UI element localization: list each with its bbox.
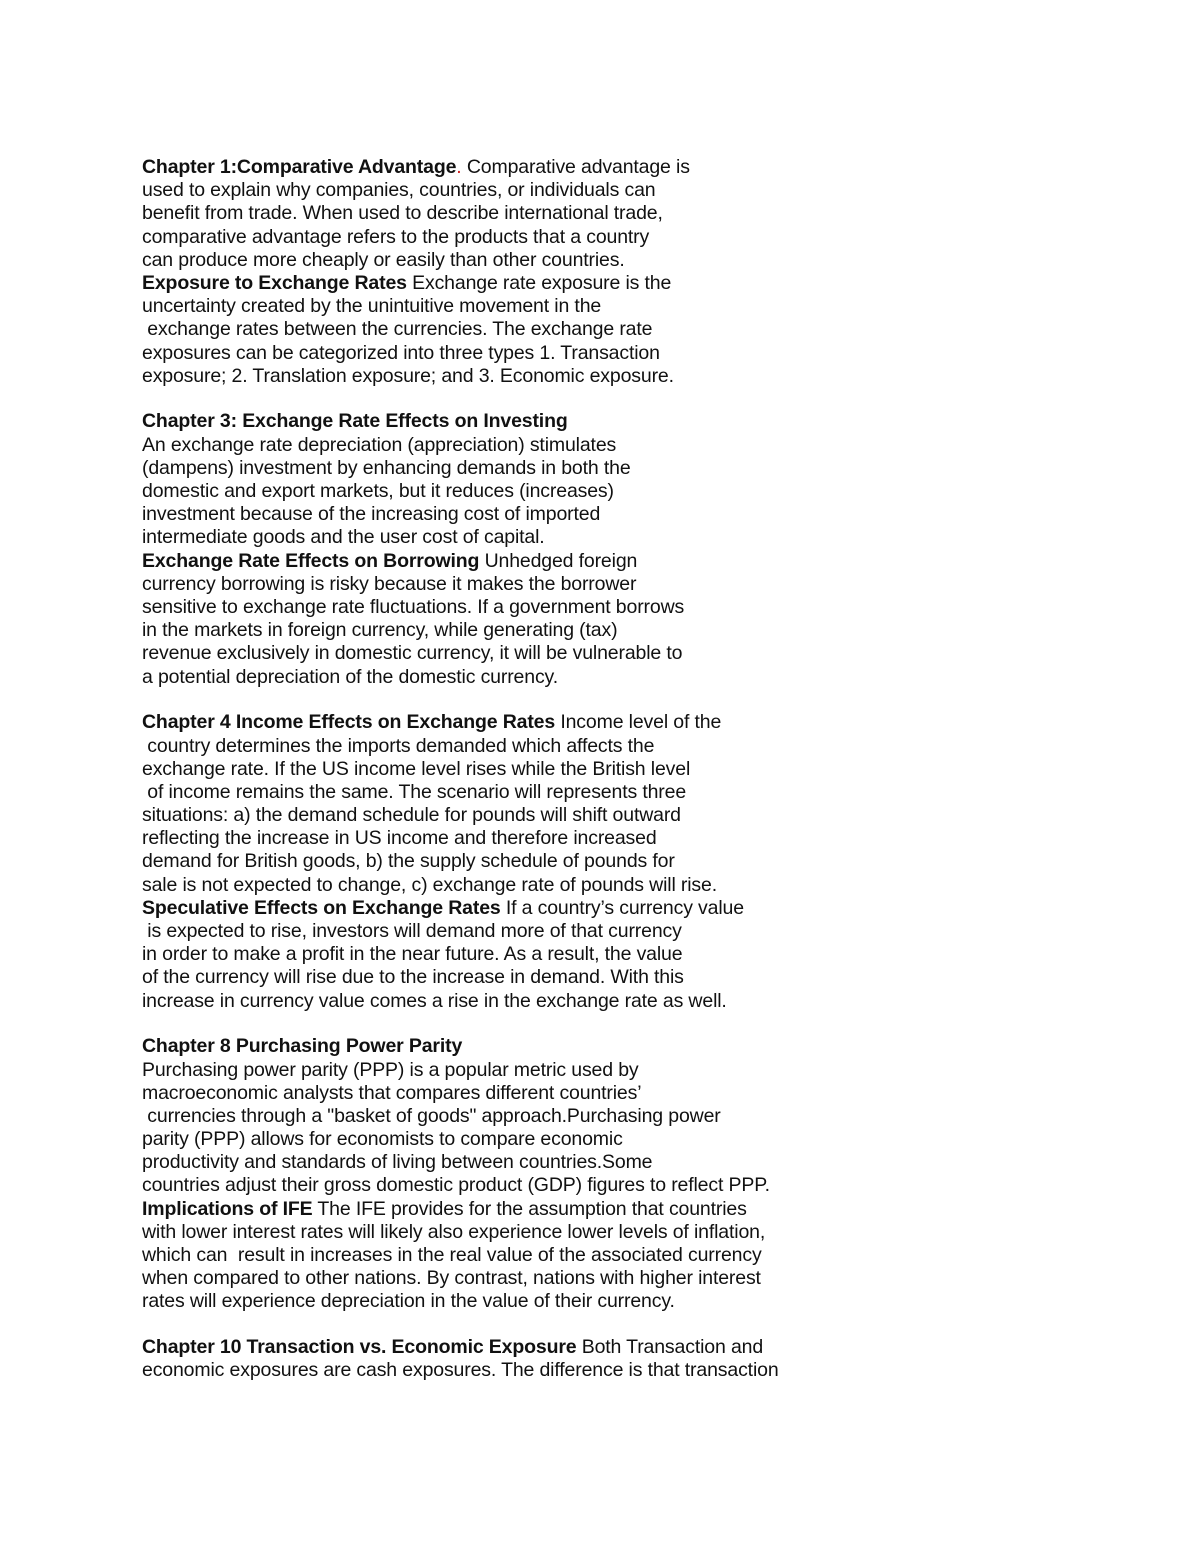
text-line — [142, 365, 1142, 388]
text-run: If a country’s currency value — [500, 896, 744, 919]
bold-heading-run: Speculative Effects on Exchange Rates — [142, 896, 501, 919]
section-2 — [142, 410, 1142, 688]
text-line — [142, 550, 1142, 573]
text-run: parity (PPP) allows for economists to compare economic — [142, 1128, 623, 1151]
text-run: currencies through a "basket of goods" approach.Purchasing power — [142, 1104, 721, 1127]
section-1 — [142, 156, 1142, 388]
text-line — [142, 156, 1142, 179]
text-run: exposure; 2. Translation exposure; and 3. Economic exposure. — [142, 364, 674, 387]
text-run: in the markets in foreign currency, while generating (tax) — [142, 619, 618, 642]
text-line — [142, 850, 1142, 873]
text-line — [142, 666, 1142, 689]
text-line — [142, 711, 1142, 734]
text-line — [142, 480, 1142, 503]
text-line — [142, 434, 1142, 457]
text-line — [142, 503, 1142, 526]
text-line — [142, 897, 1142, 920]
text-run: with lower interest rates will likely also experience lower levels of inflation, — [142, 1220, 766, 1243]
text-run: sensitive to exchange rate fluctuations. If a government borrows — [142, 595, 685, 618]
text-run: rates will experience depreciation in the value of their currency. — [142, 1290, 675, 1313]
text-run: which can result in increases in the real value of the associated currency — [142, 1244, 762, 1267]
text-line — [142, 410, 1142, 433]
text-line — [142, 342, 1142, 365]
text-run: situations: a) the demand schedule for pounds will shift outward — [142, 804, 681, 827]
text-run: exposures can be categorized into three types 1. Transaction — [142, 341, 660, 364]
text-run: Comparative advantage is — [461, 156, 690, 178]
text-line — [142, 758, 1142, 781]
text-run: An exchange rate depreciation (appreciation) stimulates — [142, 433, 617, 456]
text-run: macroeconomic analysts that compares different countries’ — [142, 1081, 642, 1104]
text-run: intermediate goods and the user cost of capital. — [142, 526, 545, 549]
section-gap — [142, 689, 1142, 712]
text-line — [142, 735, 1142, 758]
text-line — [142, 596, 1142, 619]
text-run: Both Transaction and — [576, 1336, 764, 1359]
section-4 — [142, 1035, 1142, 1313]
text-line — [142, 1221, 1142, 1244]
text-run: comparative advantage refers to the products that a country — [142, 225, 650, 248]
text-run: revenue exclusively in domestic currency, it will be vulnerable to — [142, 642, 683, 665]
text-line — [142, 943, 1142, 966]
section-gap — [142, 1314, 1142, 1337]
text-line — [142, 1267, 1142, 1290]
text-line — [142, 1290, 1142, 1313]
bold-heading-run: Chapter 4 Income Effects on Exchange Rates — [142, 711, 556, 734]
text-line — [142, 249, 1142, 272]
text-line — [142, 295, 1142, 318]
text-run: when compared to other nations. By contrast, nations with higher interest — [142, 1267, 761, 1290]
text-run: of the currency will rise due to the increase in demand. With this — [142, 966, 684, 989]
text-line — [142, 1244, 1142, 1267]
bold-heading-run: Exchange Rate Effects on Borrowing — [142, 549, 480, 572]
text-line — [142, 318, 1142, 341]
text-line — [142, 1151, 1142, 1174]
text-run: is expected to rise, investors will demand more of that currency — [142, 920, 682, 942]
text-run: Unhedged foreign — [479, 549, 638, 572]
bold-heading-run: Chapter 1:Comparative Advantage — [142, 156, 457, 178]
text-line — [142, 781, 1142, 804]
bold-heading-run: Chapter 8 Purchasing Power Parity — [142, 1035, 463, 1058]
text-run: demand for British goods, b) the supply schedule of pounds for — [142, 850, 675, 873]
text-line — [142, 619, 1142, 642]
text-line — [142, 202, 1142, 225]
text-run: (dampens) investment by enhancing demands in both the — [142, 456, 631, 479]
text-line — [142, 1198, 1142, 1221]
text-run: increase in currency value comes a rise in the exchange rate as well. — [142, 989, 727, 1012]
document-body — [142, 156, 1142, 1383]
text-run: a potential depreciation of the domestic currency. — [142, 665, 558, 688]
text-line — [142, 457, 1142, 480]
text-line — [142, 642, 1142, 665]
text-line — [142, 179, 1142, 202]
text-line — [142, 226, 1142, 249]
text-line — [142, 1105, 1142, 1128]
text-run: countries adjust their gross domestic product (GDP) figures to reflect PPP. — [142, 1174, 770, 1197]
text-run: uncertainty created by the unintuitive movement in the — [142, 295, 602, 318]
text-run: exchange rate. If the US income level rises while the British level — [142, 757, 691, 780]
text-line — [142, 1174, 1142, 1197]
text-line — [142, 990, 1142, 1013]
bold-heading-run: Chapter 10 Transaction vs. Economic Exposure — [142, 1336, 577, 1359]
text-line — [142, 1059, 1142, 1082]
bold-heading-run: Implications of IFE — [142, 1197, 313, 1220]
text-run: currency borrowing is risky because it makes the borrower — [142, 572, 637, 595]
text-run: used to explain why companies, countries, or individuals can — [142, 179, 656, 202]
text-run: reflecting the increase in US income and therefore increased — [142, 827, 657, 850]
text-run: in order to make a profit in the near future. As a result, the value — [142, 943, 683, 966]
bold-heading-run: Exposure to Exchange Rates — [142, 271, 407, 294]
text-line — [142, 1336, 1142, 1359]
text-run: productivity and standards of living between countries.Some — [142, 1151, 653, 1174]
text-line — [142, 804, 1142, 827]
text-line — [142, 573, 1142, 596]
text-run: domestic and export markets, but it reduces (increases) — [142, 480, 614, 503]
text-line — [142, 827, 1142, 850]
section-gap — [142, 1013, 1142, 1036]
text-run: investment because of the increasing cost of imported — [142, 503, 601, 526]
text-run: of income remains the same. The scenario will represents three — [142, 780, 687, 803]
text-line — [142, 272, 1142, 295]
text-run: country determines the imports demanded which affects the — [142, 734, 655, 757]
text-run: Income level of the — [555, 711, 722, 734]
text-line — [142, 1082, 1142, 1105]
section-gap — [142, 388, 1142, 411]
section-3 — [142, 711, 1142, 1012]
text-run: benefit from trade. When used to describe international trade, — [142, 202, 663, 225]
text-run: Purchasing power parity (PPP) is a popular metric used by — [142, 1058, 639, 1081]
text-run: can produce more cheaply or easily than other countries. — [142, 248, 625, 271]
text-line — [142, 1035, 1142, 1058]
text-run: economic exposures are cash exposures. The difference is that transaction — [142, 1359, 779, 1382]
text-run: sale is not expected to change, c) exchange rate of pounds will rise. — [142, 873, 717, 896]
text-line — [142, 1128, 1142, 1151]
text-line — [142, 920, 1142, 943]
text-line — [142, 966, 1142, 989]
text-run: The IFE provides for the assumption that countries — [312, 1197, 747, 1220]
text-line — [142, 526, 1142, 549]
text-run: exchange rates between the currencies. The exchange rate — [142, 318, 653, 341]
text-line — [142, 1359, 1142, 1382]
section-5 — [142, 1336, 1142, 1382]
bold-heading-run: Chapter 3: Exchange Rate Effects on Investing — [142, 410, 568, 433]
text-run: . — [456, 156, 462, 178]
text-line — [142, 874, 1142, 897]
text-run: Exchange rate exposure is the — [406, 271, 672, 294]
